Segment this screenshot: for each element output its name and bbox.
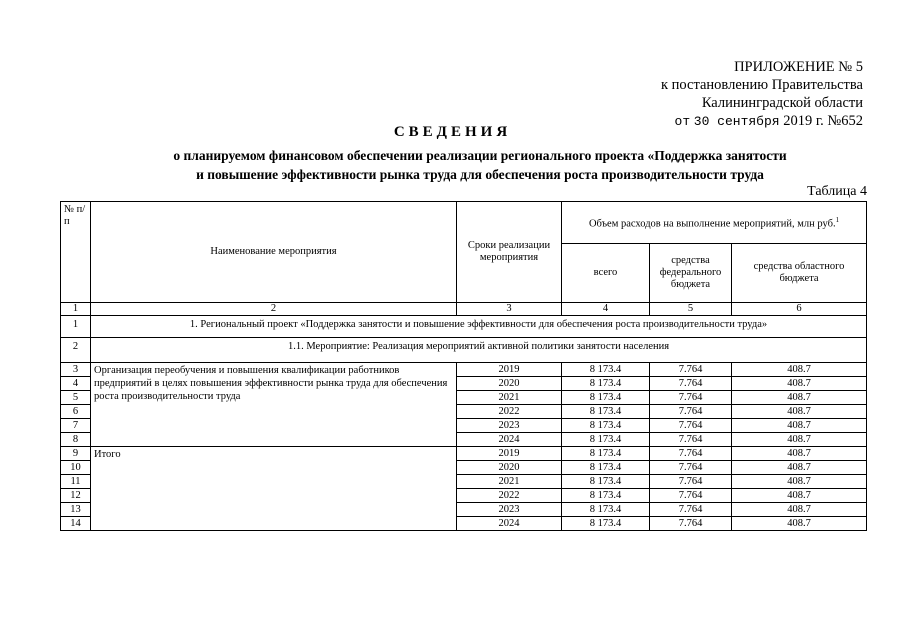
row-federal: 7.764 [650,363,732,377]
row-no: 14 [61,517,91,531]
row-federal: 7.764 [650,503,732,517]
financing-table [60,201,867,531]
row-total: 8 173.4 [562,419,650,433]
row-total: 8 173.4 [562,503,650,517]
header-no: № п/п [61,202,91,303]
row-no: 13 [61,503,91,517]
row-regional: 408.7 [732,419,867,433]
row-federal: 7.764 [650,405,732,419]
row-year: 2021 [457,391,562,405]
appendix-year: 2019 г. [783,113,824,129]
appendix-date-prefix: от [674,114,691,129]
row-federal: 7.764 [650,377,732,391]
appendix-date: 30 сентября [693,114,780,129]
row-year: 2022 [457,405,562,419]
row-regional: 408.7 [732,489,867,503]
column-number: 2 [91,303,457,316]
column-number-row [61,303,867,316]
row-federal: 7.764 [650,489,732,503]
row-regional: 408.7 [732,447,867,461]
subtitle-line-1: о планируемом финансовом обеспечении реализации регионального проекта «Поддержка занятости [173,148,787,163]
row-federal: 7.764 [650,517,732,531]
column-number: 4 [562,303,650,316]
appendix-block [661,58,863,131]
subtitle-line-2: и повышение эффективности рынка труда для обеспечения роста производительности труда [196,167,764,182]
row-regional: 408.7 [732,517,867,531]
row-year: 2023 [457,419,562,433]
row-total: 8 173.4 [562,433,650,447]
row-no: 8 [61,433,91,447]
subsection-no: 2 [61,338,91,363]
row-no: 12 [61,489,91,503]
table-caption: Таблица 4 [807,184,867,199]
row-federal: 7.764 [650,475,732,489]
row-year: 2020 [457,377,562,391]
column-number: 6 [732,303,867,316]
row-year: 2020 [457,461,562,475]
row-total: 8 173.4 [562,377,650,391]
row-total: 8 173.4 [562,517,650,531]
total-label: Итого [91,447,457,531]
row-federal: 7.764 [650,391,732,405]
section-title: 1. Региональный проект «Поддержка занятости и повышение эффективности для обеспечения роста производительности труда» [91,316,867,338]
row-regional: 408.7 [732,377,867,391]
activity-name: Организация переобучения и повышения квалификации работников предприятий в целях повышения эффективности рынка труда для обеспечения роста производительности труда [91,363,457,447]
header-federal: средства федерального бюджета [650,244,732,303]
row-year: 2023 [457,503,562,517]
row-year: 2021 [457,475,562,489]
row-no: 9 [61,447,91,461]
row-no: 11 [61,475,91,489]
row-no: 4 [61,377,91,391]
row-year: 2019 [457,447,562,461]
row-total: 8 173.4 [562,489,650,503]
header-period: Сроки реализации мероприятия [457,202,562,303]
row-total: 8 173.4 [562,405,650,419]
row-no: 7 [61,419,91,433]
appendix-resolution: к постановлению Правительства [661,77,863,93]
row-total: 8 173.4 [562,461,650,475]
appendix-number: №652 [827,113,863,129]
row-federal: 7.764 [650,461,732,475]
row-regional: 408.7 [732,391,867,405]
header-name: Наименование мероприятия [91,202,457,303]
header-volume-text: Объем расходов на выполнение мероприятий, млн руб. [588,218,836,230]
row-no: 10 [61,461,91,475]
row-year: 2024 [457,517,562,531]
row-year: 2024 [457,433,562,447]
row-year: 2022 [457,489,562,503]
row-federal: 7.764 [650,447,732,461]
document-title: СВЕДЕНИЯ [393,124,512,140]
header-volume [562,202,867,244]
column-number: 1 [61,303,91,316]
subsection-row [61,338,867,363]
row-no: 6 [61,405,91,419]
row-federal: 7.764 [650,433,732,447]
header-regional: средства областного бюджета [732,244,867,303]
row-total: 8 173.4 [562,363,650,377]
row-regional: 408.7 [732,475,867,489]
appendix-region: Калининградской области [701,95,863,111]
row-total: 8 173.4 [562,447,650,461]
row-regional: 408.7 [732,433,867,447]
column-number: 3 [457,303,562,316]
subsection-title: 1.1. Мероприятие: Реализация мероприятий активной политики занятости населения [91,338,867,363]
row-total: 8 173.4 [562,391,650,405]
row-total: 8 173.4 [562,475,650,489]
appendix-title: ПРИЛОЖЕНИЕ № 5 [734,59,863,75]
row-regional: 408.7 [732,461,867,475]
row-federal: 7.764 [650,419,732,433]
row-regional: 408.7 [732,503,867,517]
column-number: 5 [650,303,732,316]
document-subtitle [130,146,830,184]
table-row [61,363,867,377]
header-volume-footnote: 1 [835,216,840,225]
row-no: 3 [61,363,91,377]
row-regional: 408.7 [732,363,867,377]
section-no: 1 [61,316,91,338]
table-row [61,447,867,461]
header-total: всего [562,244,650,303]
section-row [61,316,867,338]
row-year: 2019 [457,363,562,377]
row-regional: 408.7 [732,405,867,419]
row-no: 5 [61,391,91,405]
